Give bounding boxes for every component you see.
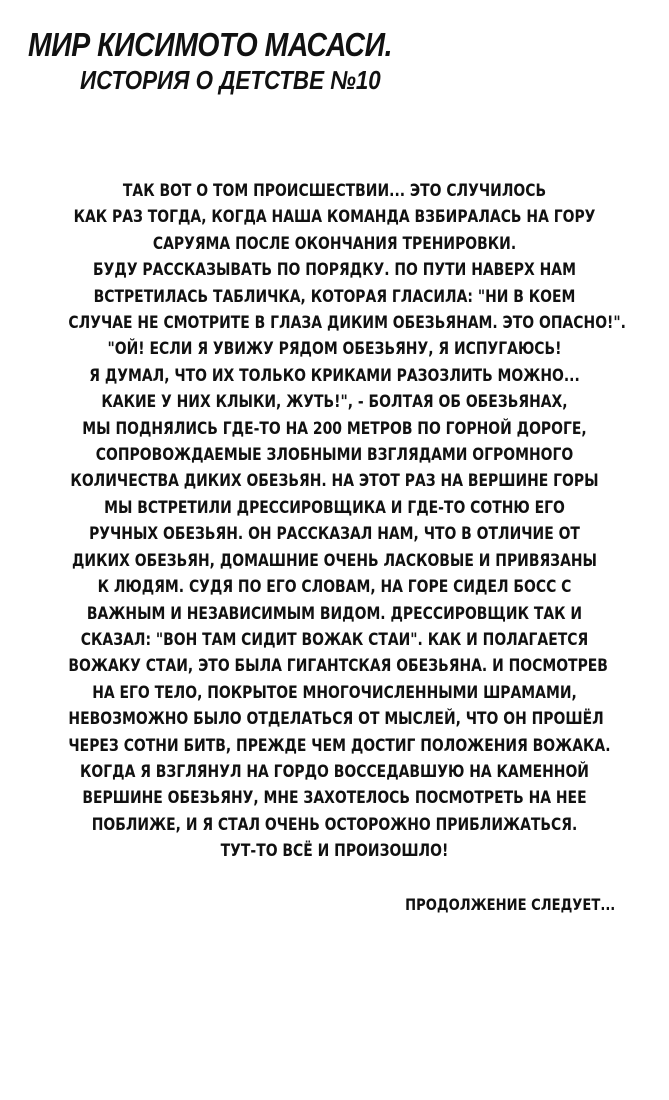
story-line: КОГДА Я ВЗГЛЯНУЛ НА ГОРДО ВОССЕДАВШУЮ НА КАМЕННОЙ [80,761,589,782]
story-line: КАК РАЗ ТОГДА, КОГДА НАША КОМАНДА ВЗБИРАЛАСЬ НА ГОРУ [73,207,596,228]
story-line: САРУЯМА ПОСЛЕ ОКОНЧАНИЯ ТРЕНИРОВКИ. [152,233,517,254]
title-line-1: МИР КИСИМОТО МАСАСИ. [28,26,393,63]
story-line: Я ДУМАЛ, ЧТО ИХ ТОЛЬКО КРИКАМИ РАЗОЗЛИТЬ МОЖНО... [89,365,580,386]
page-title [28,26,648,96]
story-line: СОПРОВОЖДАЕМЫЕ ЗЛОБНЫМИ ВЗГЛЯДАМИ ОГРОМНОГО [95,445,574,466]
story-line: ВЕРШИНЕ ОБЕЗЬЯНУ, МНЕ ЗАХОТЕЛОСЬ ПОСМОТРЕТЬ НА НЕЕ [82,788,587,809]
story-line: МЫ ПОДНЯЛИСЬ ГДЕ-ТО НА 200 МЕТРОВ ПО ГОРНОЙ ДОРОГЕ, [82,418,587,439]
story-line: ПОБЛИЖЕ, И Я СТАЛ ОЧЕНЬ ОСТОРОЖНО ПРИБЛИЖАТЬСЯ. [91,814,578,835]
story-line: ЧЕРЕЗ СОТНИ БИТВ, ПРЕЖДЕ ЧЕМ ДОСТИГ ПОЛОЖЕНИЯ ВОЖАКА. [68,735,611,756]
story-line: ВАЖНЫМ И НЕЗАВИСИМЫМ ВИДОМ. ДРЕССИРОВЩИК ТАК И [86,603,583,624]
story-line: СЛУЧАЕ НЕ СМОТРИТЕ В ГЛАЗА ДИКИМ ОБЕЗЬЯНАМ. ЭТО ОПАСНО!". [68,313,626,334]
story-line: БУДУ РАССКАЗЫВАТЬ ПО ПОРЯДКУ. ПО ПУТИ НАВЕРХ НАМ [93,260,576,281]
story-line: К ЛЮДЯМ. СУДЯ ПО ЕГО СЛОВАМ, НА ГОРЕ СИДЕЛ БОСС С [97,577,572,598]
story-line: КАКИЕ У НИХ КЛЫКИ, ЖУТЬ!", - БОЛТАЯ ОБ ОБЕЗЬЯНАХ, [101,392,568,413]
story-line: ВОЖАКУ СТАИ, ЭТО БЫЛА ГИГАНТСКАЯ ОБЕЗЬЯНА. И ПОСМОТРЕВ [68,656,608,677]
story-line: "ОЙ! ЕСЛИ Я УВИЖУ РЯДОМ ОБЕЗЬЯНУ, Я ИСПУГАЮСЬ! [107,339,562,360]
story-line: ВСТРЕТИЛАСЬ ТАБЛИЧКА, КОТОРАЯ ГЛАСИЛА: "НИ В КОЕМ [93,286,576,307]
title-line-2: ИСТОРИЯ О ДЕТСТВЕ №10 [80,65,381,95]
story-line: СКАЗАЛ: "ВОН ТАМ СИДИТ ВОЖАК СТАИ". КАК И ПОЛАГАЕТСЯ [80,629,589,650]
story-line: ТУТ-ТО ВСЁ И ПРОИЗОШЛО! [220,841,449,862]
story-line: РУЧНЫХ ОБЕЗЬЯН. ОН РАССКАЗАЛ НАМ, ЧТО В ОТЛИЧИЕ ОТ [89,524,580,545]
story-line: МЫ ВСТРЕТИЛИ ДРЕССИРОВЩИКА И ГДЕ-ТО СОТНЮ ЕГО [104,497,565,518]
story-line: НА ЕГО ТЕЛО, ПОКРЫТОЕ МНОГОЧИСЛЕННЫМИ ШРАМАМИ, [92,682,577,703]
story-line: КОЛИЧЕСТВА ДИКИХ ОБЕЗЬЯН. НА ЭТОТ РАЗ НА ВЕРШИНЕ ГОРЫ [70,471,599,492]
story-line: ТАК ВОТ О ТОМ ПРОИСШЕСТВИИ... ЭТО СЛУЧИЛОСЬ [122,181,547,201]
story-line: ДИКИХ ОБЕЗЬЯН, ДОМАШНИЕ ОЧЕНЬ ЛАСКОВЫЕ И ПРИВЯЗАНЫ [72,550,597,571]
to-be-continued: ПРОДОЛЖЕНИЕ СЛЕДУЕТ... [404,895,615,914]
story-line: НЕВОЗМОЖНО БЫЛО ОТДЕЛАТЬСЯ ОТ МЫСЛЕЙ, ЧТО ОН ПРОШЁЛ [68,709,604,730]
story-text [10,178,659,865]
